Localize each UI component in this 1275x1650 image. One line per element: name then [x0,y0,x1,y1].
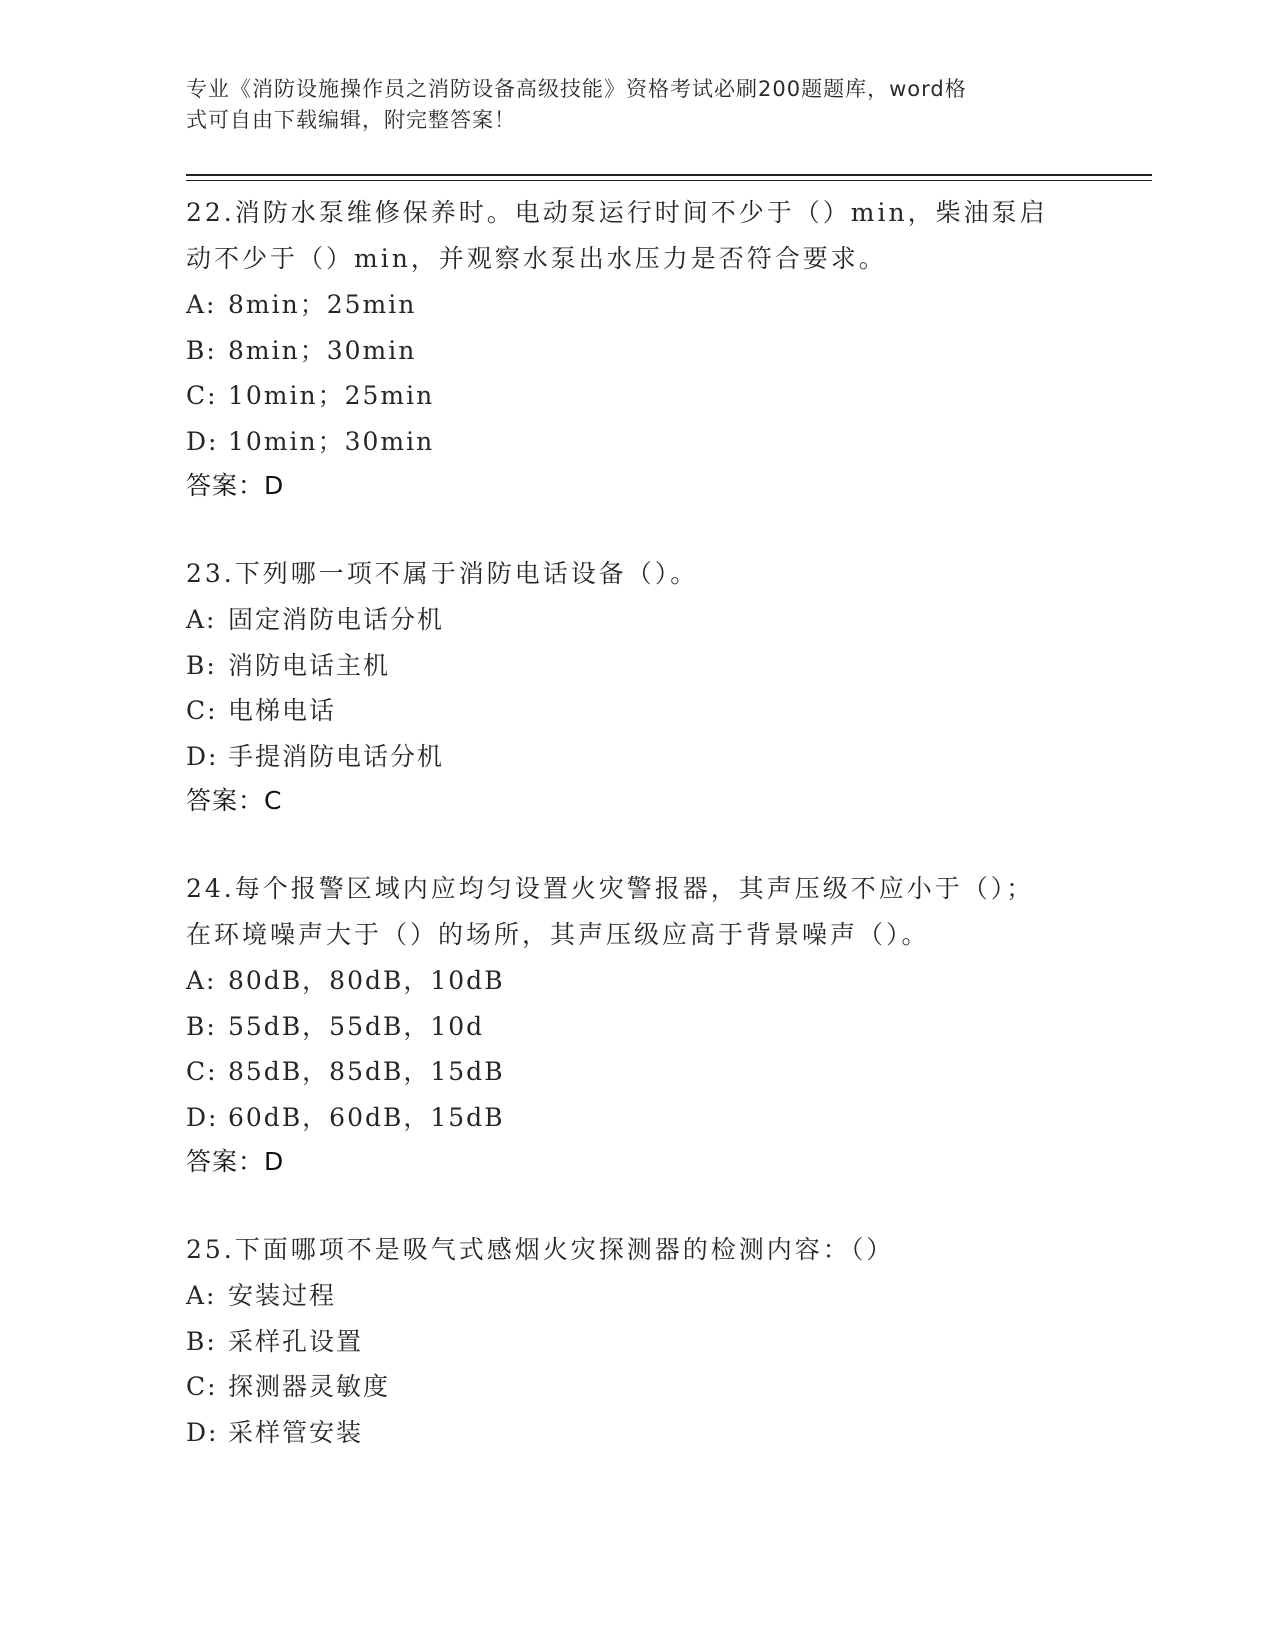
option-text: 10min；30min [228,426,435,456]
option-text: 探测器灵敏度 [228,1372,391,1401]
option-text: 80dB，80dB，10dB [228,966,505,995]
option-text: 8min；25min [228,290,417,319]
option-key: C: [186,696,218,725]
option-text: 85dB，85dB，15dB [228,1057,505,1086]
question-text: 动不少于（）min，并观察水泵出水压力是否符合要求。 [186,244,887,273]
option-d [186,1095,1086,1141]
option-key: A: [186,966,217,995]
option-text: 电梯电话 [228,696,337,725]
option-text: 10min；25min [228,381,435,410]
option-b [186,1319,1086,1365]
header-divider-thin [186,180,1152,181]
option-key: B: [186,335,217,365]
option-key: C: [186,1372,218,1401]
header-line-2: 式可自由下载编辑，附完整答案！ [186,108,516,132]
option-d [186,734,1086,780]
option-a [186,282,1086,328]
option-text: 安装过程 [228,1281,337,1310]
option-text: 固定消防电话分机 [228,605,445,634]
option-key: D: [186,1417,219,1447]
option-b [186,328,1086,374]
option-text: 手提消防电话分机 [228,741,445,771]
question-text: 25.下面哪项不是吸气式感烟火灾探测器的检测内容：（） [186,1235,895,1264]
question-list [186,190,1086,1498]
option-a [186,958,1086,1004]
answer: 答案：C [186,786,283,815]
option-d [186,419,1086,465]
option-c [186,1364,1086,1410]
option-key: C: [186,1057,218,1086]
answer: 答案：D [186,1147,285,1176]
question-22 [186,190,1086,508]
question-23 [186,551,1086,823]
option-a [186,1273,1086,1319]
question-25 [186,1227,1086,1455]
option-text: 8min；30min [228,335,417,365]
option-key: B: [186,650,217,680]
option-key: B: [186,1326,217,1356]
header-line-1: 专业《消防设施操作员之消防设备高级技能》资格考试必刷200题题库，word格 [186,77,967,101]
option-text: 采样管安装 [228,1417,364,1447]
answer: 答案：D [186,471,285,500]
option-text: 55dB，55dB，10d [228,1011,485,1041]
question-24 [186,866,1086,1184]
option-a [186,597,1086,643]
option-key: A: [186,605,217,634]
option-text: 60dB，60dB，15dB [228,1102,505,1132]
option-key: B: [186,1011,217,1041]
option-b [186,643,1086,689]
option-d [186,1410,1086,1456]
option-c [186,1049,1086,1095]
option-key: A: [186,1281,217,1310]
question-text: 24.每个报警区域内应均匀设置火灾警报器，其声压级不应小于（）； [186,874,1035,903]
option-b [186,1004,1086,1050]
option-key: D: [186,1102,219,1132]
header-divider-thick [186,174,1152,176]
question-text: 22.消防水泵维修保养时。电动泵运行时间不少于（）min，柴油泵启 [186,198,1048,227]
option-text: 消防电话主机 [228,650,391,680]
option-c [186,373,1086,419]
question-text: 在环境噪声大于（）的场所，其声压级应高于背景噪声（）。 [186,920,930,949]
option-key: A: [186,290,217,319]
option-key: D: [186,426,219,456]
option-key: C: [186,381,218,410]
option-key: D: [186,741,219,771]
question-text: 23.下列哪一项不属于消防电话设备（）。 [186,559,699,588]
option-text: 采样孔设置 [228,1326,364,1356]
option-c [186,688,1086,734]
document-header [186,74,1066,136]
